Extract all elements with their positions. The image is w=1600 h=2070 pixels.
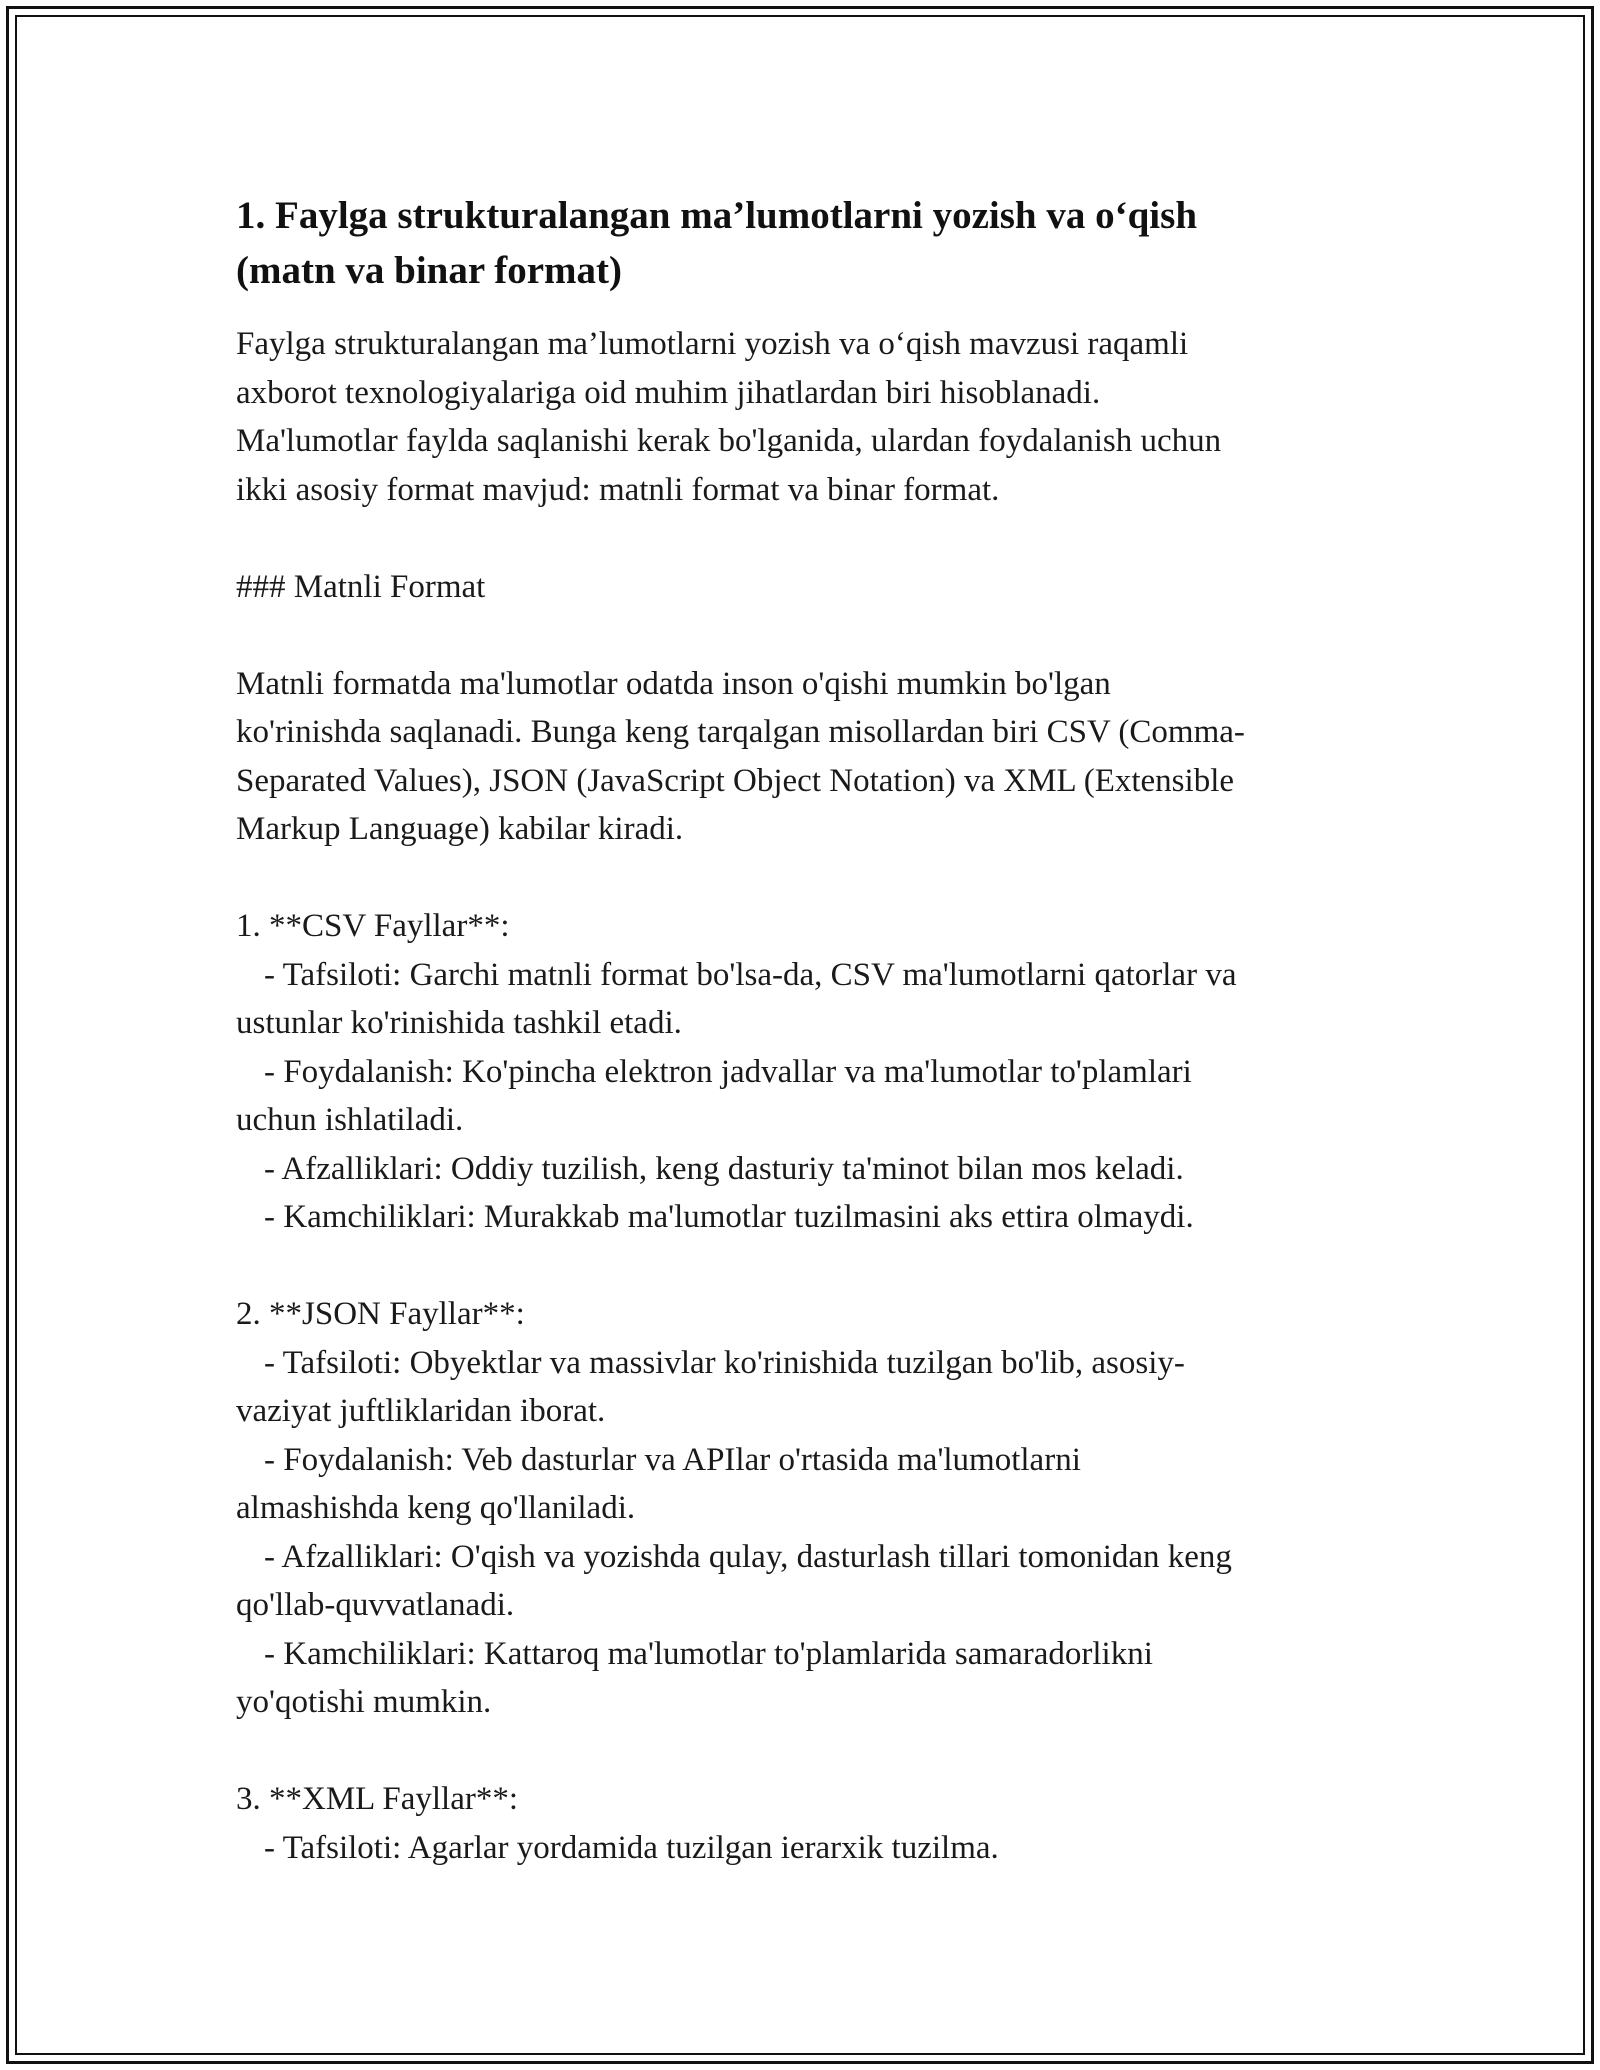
section-paragraph bbox=[236, 660, 1386, 854]
document-body bbox=[236, 188, 1386, 1872]
json-detail: - Tafsiloti: Obyektlar va massivlar ko'rinishida tuzilgan bo'lib, asosiy- bbox=[264, 1344, 1185, 1381]
intro-line: ikki asosiy format mavjud: matnli format va binar format. bbox=[236, 471, 1000, 508]
csv-usage-cont: uchun ishlatiladi. bbox=[236, 1102, 464, 1138]
section-line: Matnli formatda ma'lumotlar odatda inson o'qishi mumkin bo'lgan bbox=[236, 665, 1111, 702]
section-heading: ### Matnli Format bbox=[236, 568, 486, 605]
json-usage-cont: almashishda keng qo'llaniladi. bbox=[236, 1490, 636, 1526]
xml-heading: 3. **XML Fayllar**: bbox=[236, 1781, 518, 1817]
json-list-item bbox=[236, 1290, 1386, 1727]
csv-detail-cont: ustunlar ko'rinishida tashkil etadi. bbox=[236, 1005, 682, 1041]
spacer bbox=[236, 1242, 1386, 1291]
title-line-2: (matn va binar format) bbox=[236, 249, 622, 292]
json-cons: - Kamchiliklari: Kattaroq ma'lumotlar to'plamlarida samaradorlikni bbox=[264, 1635, 1153, 1672]
spacer bbox=[236, 611, 1386, 660]
spacer bbox=[236, 1727, 1386, 1776]
xml-list-item bbox=[236, 1775, 1386, 1872]
section-line: ko'rinishda saqlanadi. Bunga keng tarqalgan misollardan biri CSV (Comma- bbox=[236, 714, 1245, 750]
intro-line: Ma'lumotlar faylda saqlanishi kerak bo'lganida, ulardan foydalanish uchun bbox=[236, 423, 1222, 459]
json-cons-cont: yo'qotishi mumkin. bbox=[236, 1684, 492, 1720]
intro-line: Faylga strukturalangan ma’lumotlarni yozish va o‘qish mavzusi raqamli bbox=[236, 326, 1189, 362]
json-pros-cont: qo'llab-quvvatlanadi. bbox=[236, 1587, 515, 1623]
spacer bbox=[236, 514, 1386, 563]
json-detail-cont: vaziyat juftliklaridan iborat. bbox=[236, 1393, 606, 1429]
xml-detail: - Tafsiloti: Agarlar yordamida tuzilgan ierarxik tuzilma. bbox=[264, 1829, 999, 1866]
json-usage: - Foydalanish: Veb dasturlar va APIlar o'rtasida ma'lumotlarni bbox=[264, 1441, 1081, 1478]
intro-paragraph bbox=[236, 320, 1386, 514]
csv-usage: - Foydalanish: Ko'pincha elektron jadvallar va ma'lumotlar to'plamlari bbox=[264, 1053, 1192, 1090]
csv-list-item bbox=[236, 902, 1386, 1242]
csv-heading: 1. **CSV Fayllar**: bbox=[236, 908, 510, 944]
section-line: Separated Values), JSON (JavaScript Object Notation) va XML (Extensible bbox=[236, 762, 1235, 799]
csv-detail: - Tafsiloti: Garchi matnli format bo'lsa-da, CSV ma'lumotlarni qatorlar va bbox=[264, 956, 1237, 993]
spacer bbox=[236, 854, 1386, 903]
csv-cons: - Kamchiliklari: Murakkab ma'lumotlar tuzilmasini aks ettira olmaydi. bbox=[264, 1199, 1194, 1235]
json-heading: 2. **JSON Fayllar**: bbox=[236, 1296, 525, 1332]
document-title bbox=[236, 188, 1386, 298]
intro-line: axborot texnologiyalariga oid muhim jihatlardan biri hisoblanadi. bbox=[236, 374, 1101, 411]
title-line-1: 1. Faylga strukturalangan ma’lumotlarni yozish va o‘qish bbox=[236, 194, 1198, 237]
json-pros: - Afzalliklari: O'qish va yozishda qulay, dasturlash tillari tomonidan keng bbox=[264, 1538, 1232, 1575]
section-line: Markup Language) kabilar kiradi. bbox=[236, 811, 684, 847]
csv-pros: - Afzalliklari: Oddiy tuzilish, keng dasturiy ta'minot bilan mos keladi. bbox=[264, 1150, 1184, 1187]
